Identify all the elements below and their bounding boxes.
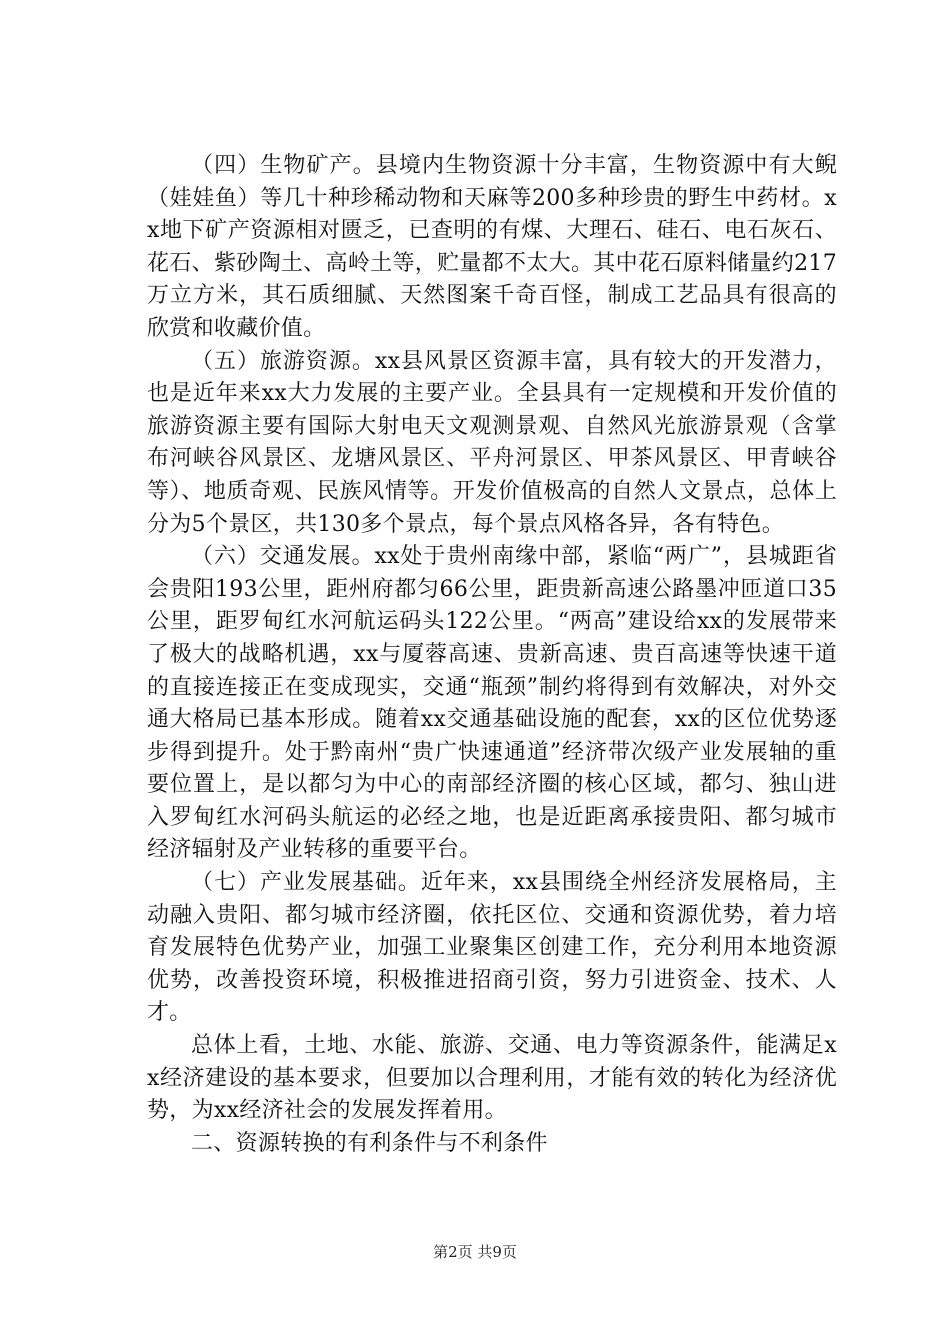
paragraph-biological-minerals: （四）生物矿产。县境内生物资源十分丰富，生物资源中有大鲵（娃娃鱼）等几十种珍稀动物和天麻等200多种珍贵的野生中药材。xx地下矿产资源相对匮乏，已查明的有煤、大理石、硅石、电石灰石、花石、紫砂陶土、高岭土等，贮量都不太大。其中花石原料储量约217万立方米，其石质细腻、天然图案千奇百怪，制成工艺品具有很高的欣赏和收藏价值。 [147, 153, 837, 341]
paragraph-transport-development: （六）交通发展。xx处于贵州南缘中部，紧临“两广”，县城距省会贵阳193公里，距州府都匀66公里，距贵新高速公路墨冲匝道口35公里，距罗甸红水河航运码头122公里。“两高”建设给xx的发展带来了极大的战略机遇，xx与厦蓉高速、贵新高速、贵百高速等快速干道的直接连接正在变成现实，交通“瓶颈”制约将得到有效解决，对外交通大格局已基本形成。随着xx交通基础设施的配套，xx的区位优势逐步得到提升。处于黔南州“贵广快速通道”经济带次级产业发展轴的重要位置上，是以都匀为中心的南部经济圈的核心区域，都匀、独山进入罗甸红水河码头航运的必经之地，也是近距离承接贵阳、都匀城市经济辐射及产业转移的重要平台。 [147, 544, 837, 863]
section-heading: 二、资源转换的有利条件与不利条件 [191, 1130, 548, 1156]
paragraph-industry-foundation: （七）产业发展基础。近年来，xx县围绕全州经济发展格局，主动融入贵阳、都匀城市经济圈，依托区位、交通和资源优势，着力培育发展特色优势产业，加强工业聚集区创建工作，充分利用本地资源优势，改善投资环境，积极推进招商引资，努力引进资金、技术、人才。 [147, 870, 837, 1026]
page-footer: 第2页 共9页 [433, 1243, 517, 1261]
document-body [147, 150, 837, 1160]
paragraph-overall-summary: 总体上看，土地、水能、旅游、交通、电力等资源条件，能满足xx经济建设的基本要求，但要加以合理利用，才能有效的转化为经济优势，为xx经济社会的发展发挥着用。 [147, 1033, 837, 1124]
paragraph-tourism-resources: （五）旅游资源。xx县风景区资源丰富，具有较大的开发潜力，也是近年来xx大力发展的主要产业。全县具有一定规模和开发价值的旅游资源主要有国际大射电天文观测景观、自然风光旅游景观（含掌布河峡谷风景区、龙塘风景区、平舟河景区、甲茶风景区、甲青峡谷等）、地质奇观、民族风情等。开发价值极高的自然人文景点，总体上分为5个景区，共130多个景点，每个景点风格各异，各有特色。 [147, 348, 837, 537]
